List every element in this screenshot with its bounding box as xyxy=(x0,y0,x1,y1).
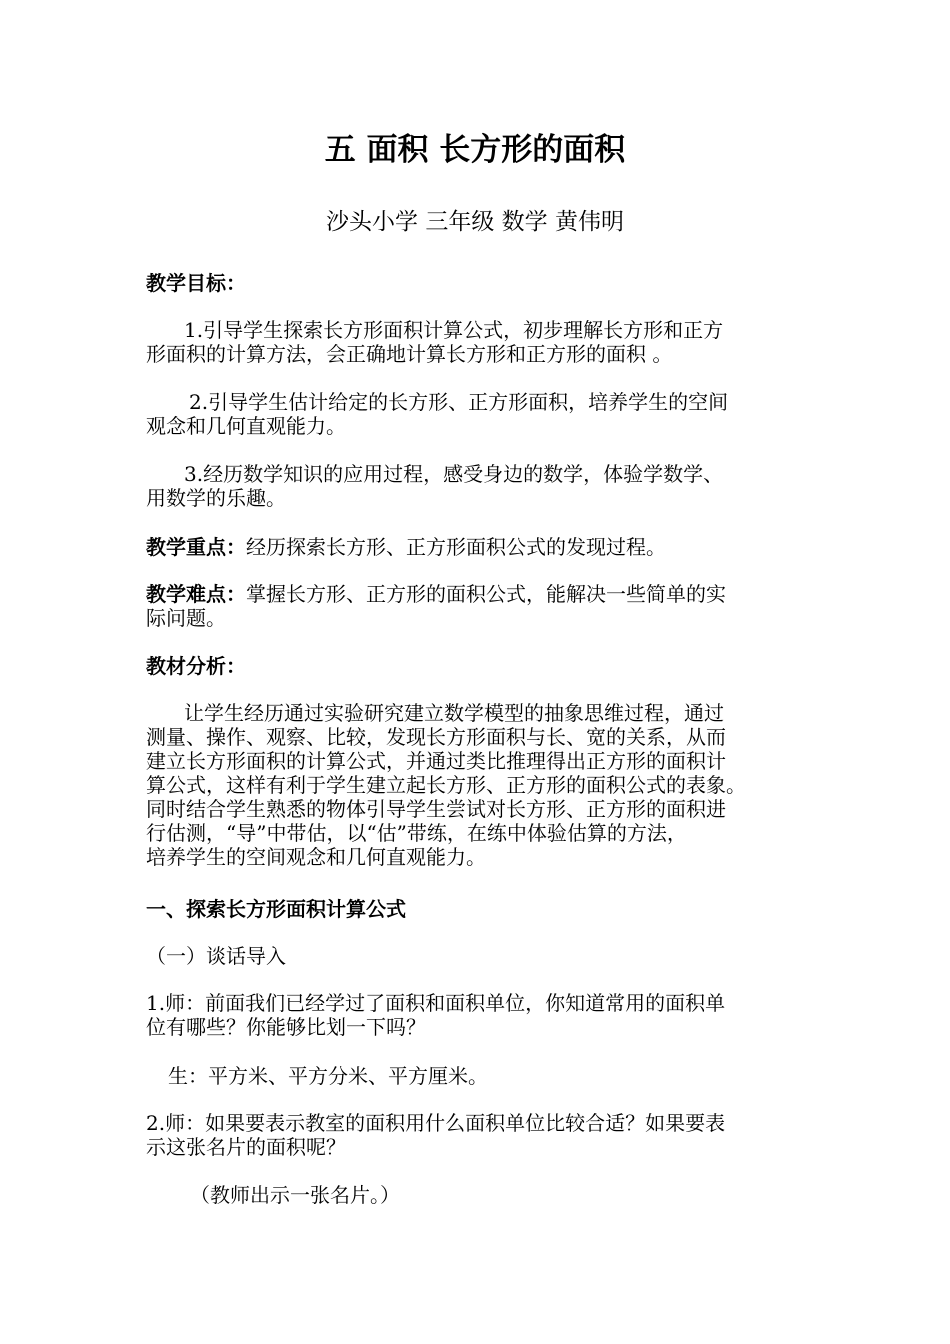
question-1-line-1: 1.师：前面我们已经学过了面积和面积单位，你知道常用的面积单 xyxy=(146,991,726,1015)
goal-1-line-2: 形面积的计算方法，会正确地计算长方形和正方形的面积 。 xyxy=(146,342,673,366)
goal-3-line-1: 3.经历数学知识的应用过程，感受身边的数学，体验学数学、 xyxy=(184,462,724,486)
analysis-line-7: 培养学生的空间观念和几何直观能力。 xyxy=(146,845,486,869)
analysis-line-6: 行估测，“导”中带估，以“估”带练，在练中体验估算的方法， xyxy=(146,821,687,845)
question-1-line-2: 位有哪些？你能够比划一下吗？ xyxy=(146,1015,426,1039)
goals-heading: 教学目标： xyxy=(146,271,246,295)
key-point-text: 经历探索长方形、正方形面积公式的发现过程。 xyxy=(246,535,666,559)
goal-3-line-2: 用数学的乐趣。 xyxy=(146,486,286,510)
difficulty-point xyxy=(146,582,726,606)
answer-1: 生：平方米、平方分米、平方厘米。 xyxy=(168,1064,488,1088)
difficulty-text-line-2: 际问题。 xyxy=(146,606,226,630)
analysis-line-1: 让学生经历通过实验研究建立数学模型的抽象思维过程，通过 xyxy=(184,701,724,725)
goal-2-line-2: 观念和几何直观能力。 xyxy=(146,414,346,438)
difficulty-text-line-1: 掌握长方形、正方形的面积公式，能解决一些简单的实 xyxy=(246,582,726,606)
document-title: 五 面积 长方形的面积 xyxy=(324,132,626,168)
difficulty-label: 教学难点： xyxy=(146,582,246,606)
analysis-line-2: 测量、操作、观察、比较，发现长方形面积与长、宽的关系，从而 xyxy=(146,725,726,749)
analysis-line-5: 同时结合学生熟悉的物体引导学生尝试对长方形、正方形的面积进 xyxy=(146,797,726,821)
subsection-1-heading: （一）谈话导入 xyxy=(146,944,286,968)
goal-2-line-1: 2.引导学生估计给定的长方形、正方形面积，培养学生的空间 xyxy=(189,390,729,414)
analysis-heading: 教材分析： xyxy=(146,654,246,678)
analysis-line-4: 算公式，这样有利于学生建立起长方形、正方形的面积公式的表象。 xyxy=(146,773,746,797)
question-2-line-1: 2.师：如果要表示教室的面积用什么面积单位比较合适？如果要表 xyxy=(146,1111,726,1135)
analysis-line-3: 建立长方形面积的计算公式，并通过类比推理得出正方形的面积计 xyxy=(146,749,726,773)
key-point xyxy=(146,535,666,559)
teacher-note: （教师出示一张名片。） xyxy=(190,1183,400,1207)
question-2-line-2: 示这张名片的面积呢？ xyxy=(146,1135,346,1159)
section-1-heading: 一、探索长方形面积计算公式 xyxy=(146,897,406,921)
key-point-label: 教学重点： xyxy=(146,535,246,559)
goal-1-line-1: 1.引导学生探索长方形面积计算公式，初步理解长方形和正方 xyxy=(184,318,724,342)
author-line: 沙头小学 三年级 数学 黄伟明 xyxy=(326,209,624,235)
